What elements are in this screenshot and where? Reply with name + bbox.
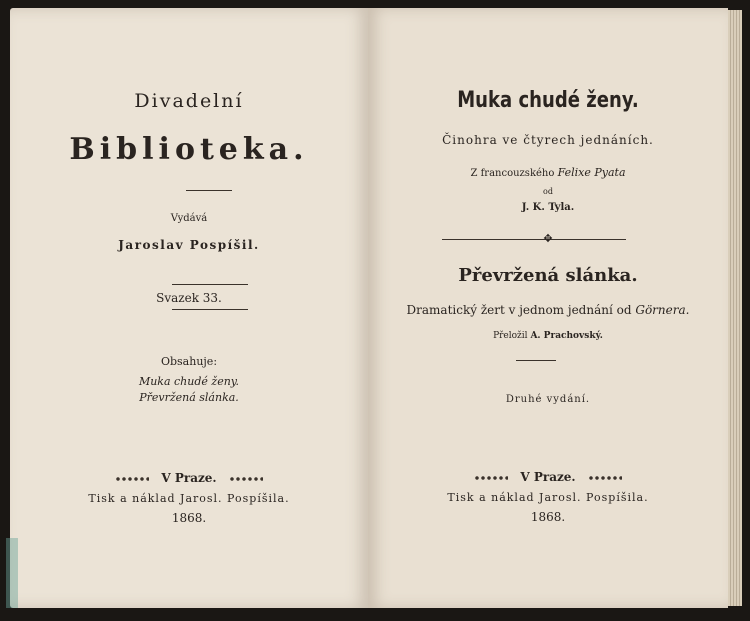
imprint-place: V Praze. [10, 471, 368, 485]
translator-1: J. K. Tyla. [521, 202, 575, 213]
divider [516, 360, 556, 361]
imprint-place: V Praze. [368, 470, 728, 484]
series-title-line1: Divadelní [134, 90, 244, 112]
imprint-year: 1868. [171, 511, 207, 525]
edition: Druhé vydání. [505, 394, 591, 405]
divider [186, 190, 232, 191]
play-subtitle-1: Činohra ve čtyrech jednáních. [442, 133, 654, 147]
right-page [368, 8, 728, 608]
imprint-year: 1868. [530, 510, 566, 524]
volume-number: Svazek 33. [156, 291, 222, 305]
page-edges [728, 10, 742, 606]
play-subtitle-2: Dramatický žert v jednom jednání od Görnera. [406, 303, 690, 317]
play-title-2: Převržená slánka. [458, 265, 638, 286]
by-label: od [543, 187, 553, 196]
contents-item: Muka chudé ženy. [138, 375, 240, 388]
imprint-printer: Tisk a náklad Jarosl. Pospíšila. [88, 492, 290, 505]
ornament [474, 474, 508, 482]
series-title-line2: Biblioteka. [69, 132, 309, 167]
ornament [588, 474, 622, 482]
publisher-name: Jaroslav Pospíšil. [118, 238, 260, 252]
ornament [229, 475, 263, 483]
ornament-icon: ✥ [543, 232, 553, 245]
play-title-1: Muka chudé ženy. [457, 88, 639, 113]
imprint-printer: Tisk a náklad Jarosl. Pospíšila. [447, 491, 649, 504]
source-line: Z francouzského Felixe Pyata [470, 166, 626, 179]
contents-item: Převržená slánka. [139, 391, 239, 404]
divider [172, 284, 248, 285]
left-page [10, 8, 368, 608]
publisher-label: Vydává [170, 213, 208, 224]
contents-label: Obsahuje: [160, 355, 218, 368]
divider [172, 309, 248, 310]
ornament [115, 475, 149, 483]
translator-2-line: Přeložil A. Prachovský. [493, 331, 603, 341]
